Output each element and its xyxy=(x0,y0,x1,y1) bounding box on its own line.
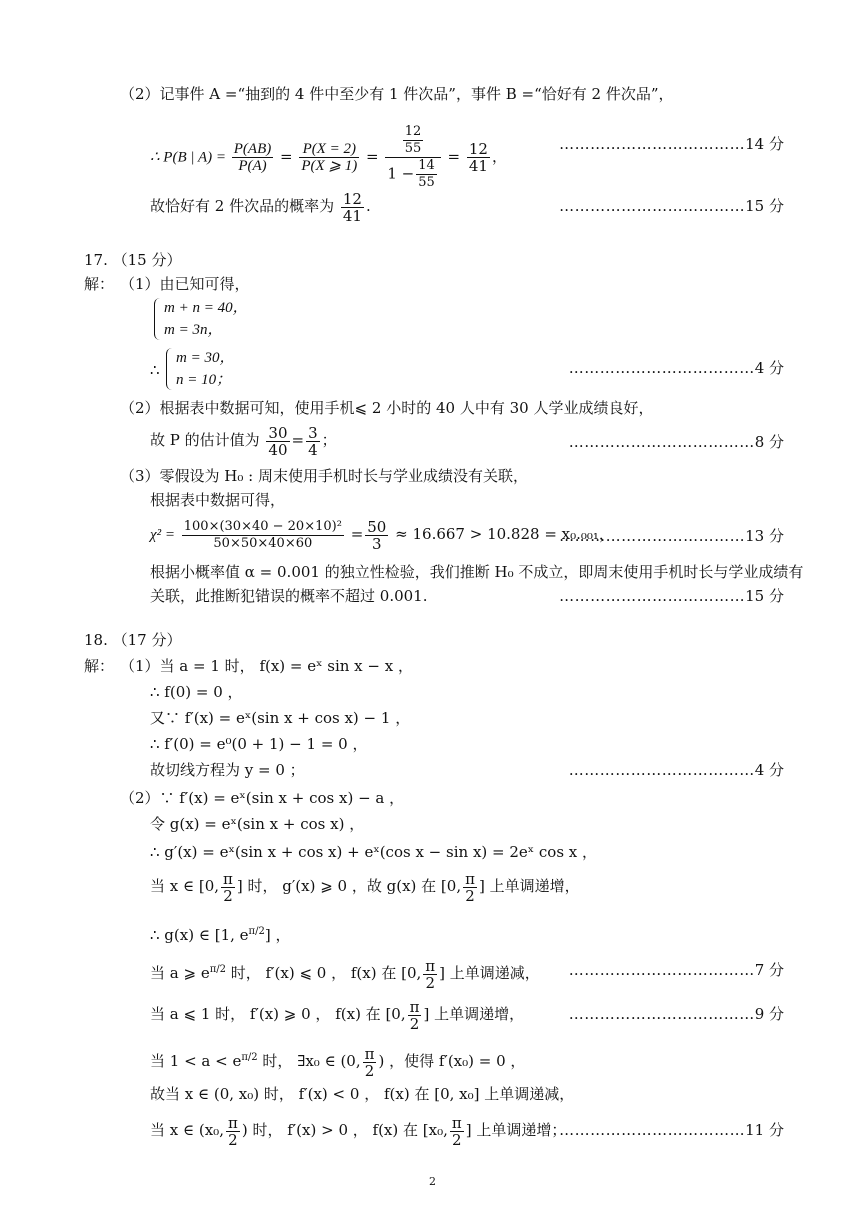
q17-eq2: m = 3n， xyxy=(164,322,223,338)
q18-line12: 当 a ⩽ 1 时， f′(x) ⩾ 0 ， f(x) 在 [0, $\frac{\pi}{2}$ ] 上单调递增， xyxy=(150,997,525,1033)
q18-line15: 当 x ∈ (x₀, $\frac{\pi}{2}$ ) 时， f′(x) > 0 ， f(x) 在 [x₀, $\frac{\pi}{2}$ ] 上单调递增； xyxy=(150,1113,567,1149)
score-13: ………………………………13 分 xyxy=(559,527,784,545)
q18-solution-label: 解： xyxy=(84,657,115,675)
q18-line7: 令 g(x) = eˣ(sin x + cos x) ， xyxy=(150,815,365,833)
score-15a: ………………………………15 分 xyxy=(559,197,784,215)
therefore-symbol: ∴ xyxy=(150,361,160,379)
q17-part3-data: 根据表中数据可得， xyxy=(150,491,286,509)
q18-line4: ∴ f′(0) = e⁰(0 + 1) − 1 = 0 ， xyxy=(150,735,368,753)
q18-line5: 故切线方程为 y = 0 ； xyxy=(150,761,305,779)
q18-line9: 当 x ∈ [0, $\frac{\pi}{2}$ ] 时， g′(x) ⩾ 0 ，故 g(x) 在 [0, $\frac{\pi}{2}$ ] 上单调递增， xyxy=(150,869,580,905)
q17-eq1: m + n = 40， xyxy=(164,300,248,316)
q18-line11: 当 a ⩾ $e^{\pi/2}$ 时， f′(x) ⩽ 0 ， f(x) 在 [0, $\frac{\pi}{2}$ ] 上单调递减， xyxy=(150,956,540,992)
score-14: ………………………………14 分 xyxy=(559,135,784,153)
brace-system xyxy=(154,298,160,340)
fraction-result: $\frac{12}{41}$ xyxy=(468,140,488,175)
page-number: 2 xyxy=(429,1175,436,1188)
q17-part2: （2）根据表中数据可知，使用手机⩽ 2 小时的 40 人中有 30 人学业成绩良好， xyxy=(120,399,654,417)
q16-part2-intro: （2）记事件 A =“抽到的 4 件中至少有 1 件次品”，事件 B =“恰好有 2 件次品”， xyxy=(120,85,674,103)
q17-conclusion-1: 根据小概率值 α = 0.001 的独立性检验，我们推断 H₀ 不成立，即周末使用手机时长与学业成绩有 xyxy=(150,563,804,581)
score-8: ………………………………8 分 xyxy=(568,433,784,451)
score-9: ………………………………9 分 xyxy=(568,1005,784,1023)
q17-conclusion-2: 关联，此推断犯错误的概率不超过 0.001. xyxy=(150,587,428,605)
q18-header: 18. （17 分） xyxy=(84,631,182,649)
q17-estimate: 故 P 的估计值为 $\frac{30}{40}$ = $\frac{3}{4}$ ； xyxy=(150,423,337,459)
q18-line2: ∴ f(0) = 0 ， xyxy=(150,683,243,701)
q17-header: 17. （15 分） xyxy=(84,251,182,269)
q18-line13: 当 $1 < a < e^{\pi/2}$ 时， ∃x₀ ∈ (0, $\frac{\pi}{2}$ ) ，使得 f′(x₀) = 0 ， xyxy=(150,1044,526,1080)
score-11: ………………………………11 分 xyxy=(559,1121,784,1139)
q18-line10: ∴ g(x) ∈ [1, $e^{\pi/2}$] ， xyxy=(150,926,291,944)
q17-part3: （3）零假设为 H₀ : 周末使用手机时长与学业成绩没有关联， xyxy=(120,467,528,485)
q17-solution-label: 解： xyxy=(84,275,115,293)
brace-result xyxy=(166,348,172,390)
fraction-conclusion: $\frac{12}{41}$ xyxy=(342,189,362,225)
q16-probability-formula: ∴ P(B | A) = $\frac{P(AB)}{P(A)}$ = $\frac{P(X = 2)}{P(X ⩾ 1)}$ = $\frac{12}{55}$ 1 − $\frac{14}{55}$ = $\frac{12}{41}$ ， xyxy=(150,124,507,190)
fraction-compound: $\frac{12}{55}$ 1 − $\frac{14}{55}$ xyxy=(385,124,440,191)
q17-chi-square: χ² = $\frac{\text{100×(30×40 − 20×10)²}}{50\times 50\times 40\times 60}$ = $\frac{50}{3}$ ≈ 16.667 > 10.828 = x₀.₀₀₁， xyxy=(150,517,614,553)
fraction-pab-pa: $\frac{P(AB)}{P(A)}$ xyxy=(233,141,272,174)
fraction-px2-px1: $\frac{P(X = 2)}{P(X ⩾ 1)}$ xyxy=(301,141,358,174)
formula-prefix: ∴ P(B | A) = xyxy=(150,149,230,166)
q17-res1: m = 30， xyxy=(176,350,235,366)
q18-line8: ∴ g′(x) = eˣ(sin x + cos x) + eˣ(cos x − sin x) = 2eˣ cos x ， xyxy=(150,843,598,861)
q18-line6: （2）∵ f′(x) = eˣ(sin x + cos x) − a ， xyxy=(120,789,405,807)
q18-line3: 又∵ f′(x) = eˣ(sin x + cos x) − 1 ， xyxy=(150,709,411,727)
q17-part1: （1）由已知可得， xyxy=(120,275,250,293)
q18-line14: 故当 x ∈ (0, x₀) 时， f′(x) < 0 ， f(x) 在 [0, x₀] 上单调递减， xyxy=(150,1085,575,1103)
score-15b: ………………………………15 分 xyxy=(559,587,784,605)
score-7: ………………………………7 分 xyxy=(568,961,784,979)
q17-res2: n = 10； xyxy=(176,372,232,388)
score-4a: ………………………………4 分 xyxy=(568,359,784,377)
q18-line1: （1）当 a = 1 时， f(x) = eˣ sin x − x ， xyxy=(120,657,413,675)
q16-conclusion: 故恰好有 2 件次品的概率为 $\frac{12}{41}$ . xyxy=(150,189,371,225)
score-4b: ………………………………4 分 xyxy=(568,761,784,779)
